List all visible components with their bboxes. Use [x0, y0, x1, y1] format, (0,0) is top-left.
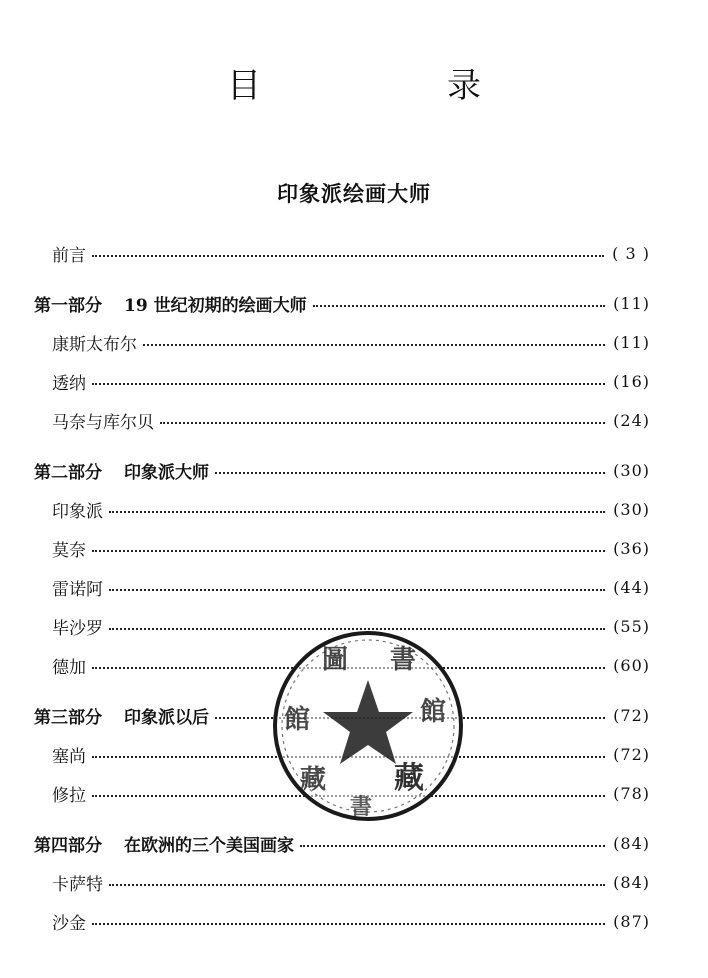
leader-dots	[109, 884, 605, 886]
leader-dots	[92, 383, 605, 385]
leader-dots	[300, 845, 605, 847]
svg-text:書: 書	[390, 645, 417, 675]
toc-entry-page: (87)	[613, 911, 650, 931]
part-number: 第三部分	[34, 707, 102, 728]
leader-dots	[92, 550, 605, 552]
section-title: 印象派绘画大师	[277, 181, 431, 206]
toc-entry-page: (11)	[613, 332, 650, 352]
toc-entry-label: 修拉	[52, 785, 86, 806]
toc-entry-label: 卡萨特	[52, 874, 103, 895]
toc-entry-label: 德加	[52, 657, 86, 678]
toc-entry-label: 马奈与库尔贝	[52, 412, 154, 433]
leader-dots	[160, 422, 605, 424]
toc-entry[interactable]	[52, 533, 650, 563]
toc-entry-page: (84)	[613, 872, 650, 892]
toc-entry-page: (84)	[613, 833, 650, 853]
toc-entry[interactable]	[52, 366, 650, 396]
svg-text:館: 館	[420, 697, 447, 727]
page-title: 目 录	[227, 66, 557, 106]
toc-entry-page: (11)	[613, 293, 650, 313]
toc-entry-label: 莫奈	[52, 540, 86, 561]
toc-entry-page: (36)	[613, 538, 650, 558]
part-title: 在欧洲的三个美国画家	[124, 835, 294, 856]
toc-entry[interactable]	[52, 572, 650, 602]
toc-part-heading	[34, 831, 300, 856]
part-title: 印象派大师	[124, 462, 209, 483]
toc-entry-label: 塞尚	[52, 746, 86, 767]
svg-text:藏: 藏	[300, 765, 327, 795]
leader-dots	[109, 511, 605, 513]
toc-entry[interactable]	[52, 405, 650, 435]
toc-entry-label: 雷诺阿	[52, 579, 103, 600]
toc-entry-label: 沙金	[52, 913, 86, 934]
toc-entry-page: (30)	[613, 499, 650, 519]
toc-entry-page: (72)	[613, 705, 650, 725]
toc-entry-page: (72)	[613, 744, 650, 764]
toc-entry-preface[interactable]	[52, 238, 650, 268]
toc-entry-page: (30)	[613, 460, 650, 480]
leader-dots	[92, 255, 604, 257]
leader-dots	[313, 305, 606, 307]
part-number: 第二部分	[34, 462, 102, 483]
toc-part-heading	[34, 291, 313, 316]
library-seal-stamp	[270, 628, 466, 824]
toc-part-heading	[34, 703, 215, 728]
toc-entry-label: 印象派	[52, 501, 103, 522]
toc-entry[interactable]	[52, 494, 650, 524]
part-title: 印象派以后	[124, 707, 209, 728]
toc-entry-label: 透纳	[52, 373, 86, 394]
toc-entry-page: (78)	[613, 783, 650, 803]
toc-part-heading	[34, 458, 215, 483]
toc-entry-label: 康斯太布尔	[52, 334, 137, 355]
leader-dots	[215, 472, 605, 474]
toc-entry-page: (55)	[613, 616, 650, 636]
toc-entry-page: (16)	[613, 371, 650, 391]
part-number: 第四部分	[34, 835, 102, 856]
svg-text:書: 書	[350, 794, 373, 820]
toc-entry[interactable]	[52, 867, 650, 897]
part-number: 第一部分	[34, 295, 102, 316]
toc-entry-page: (44)	[613, 577, 650, 597]
svg-text:館: 館	[284, 705, 311, 735]
toc-entry-label: 毕沙罗	[52, 618, 103, 639]
leader-dots	[143, 344, 605, 346]
toc-entry-page: (60)	[613, 655, 650, 675]
leader-dots	[109, 589, 605, 591]
svg-text:藏: 藏	[394, 761, 424, 796]
part-title: 19 世纪初期的绘画大师	[124, 295, 307, 316]
toc-entry-label: 前言	[52, 245, 86, 266]
toc-entry[interactable]	[52, 327, 650, 357]
leader-dots	[92, 923, 605, 925]
toc-entry-page: ( 3 )	[612, 243, 650, 263]
svg-text:圖: 圖	[322, 645, 349, 675]
toc-part-2[interactable]	[34, 455, 650, 485]
toc-part-1[interactable]	[34, 288, 650, 318]
toc-part-4[interactable]	[34, 828, 650, 858]
toc-entry[interactable]	[52, 906, 650, 936]
toc-entry-page: (24)	[613, 410, 650, 430]
